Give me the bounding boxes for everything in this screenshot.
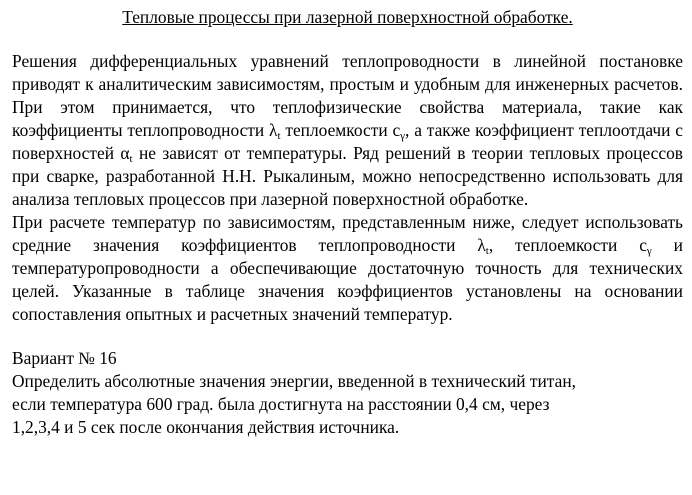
lambda-subscript: t [277, 130, 281, 142]
document-page [12, 6, 683, 439]
alpha-symbol: α [120, 143, 130, 163]
para1-text-4: не зависят от температуры. Ряд решений в теории тепловых процессов при сварке, разработанной Н.Н. Рыкалиным, можно непосредственно использовать для анализа тепловых процессов при лазерной поверхностной обработке. [12, 143, 683, 209]
para2-text-1: При расчете температур по зависимостям, представленным ниже, следует использовать средние значения коэффициентов теплопроводности [12, 212, 683, 255]
lambda-symbol: λ [269, 120, 278, 140]
para1-text-2: теплоемкости c [280, 120, 401, 140]
variant-task-line-3: 1,2,3,4 и 5 сек после окончания действия источника. [12, 417, 400, 437]
paragraph-temperature-calculation [12, 211, 683, 326]
blank-line [12, 326, 683, 347]
variant-task-line-1: Определить абсолютные значения энергии, введенной в технический титан, [12, 371, 576, 391]
document-title: Тепловые процессы при лазерной поверхностной обработке. [122, 7, 573, 27]
lambda-subscript-2: t [485, 245, 489, 257]
lambda-symbol-2: λ [477, 235, 486, 255]
paragraph-heat-conduction-solutions [12, 50, 683, 211]
variant-heading: Вариант № 16 [12, 348, 117, 368]
para1-text-1: Решения дифференциальных уравнений теплопроводности в линейной постановке приводят к аналитическим зависимостям, простым и удобным для инженерных расчетов. При этом принимается, что теплофизические свойства материала, такие как коэффициенты теплопроводности [12, 51, 683, 140]
c-subscript-2: γ [646, 245, 652, 257]
alpha-subscript: t [129, 153, 133, 165]
c-subscript: γ [400, 130, 406, 142]
variant-task-line-2: если температура 600 град. была достигнута на расстоянии 0,4 см, через [12, 394, 550, 414]
para2-text-2: , теплоемкости c [488, 235, 647, 255]
variant-block [12, 347, 683, 439]
para2-text-3: и температуропроводности a обеспечивающие достаточную точность для технических целей. Указанные в таблице значения коэффициентов установлены на основании сопоставления опытных и расчетных значений температур. [12, 235, 683, 324]
para1-text-3: , а также коэффициент теплоотдачи с поверхностей [12, 120, 683, 163]
